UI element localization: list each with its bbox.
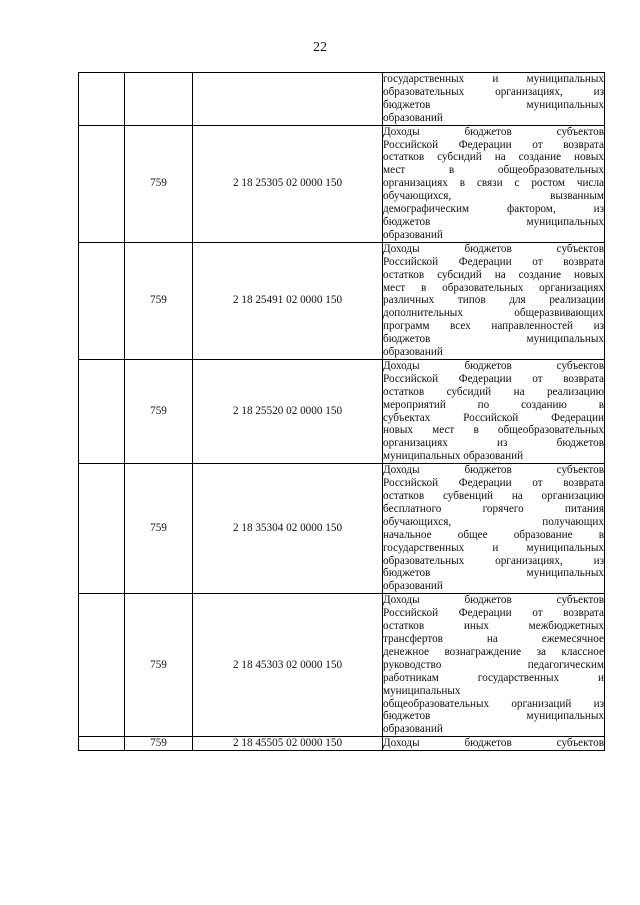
admin-code-cell	[125, 73, 193, 126]
description-line: Российской Федерации от возврата	[383, 477, 604, 490]
description-line: денежное вознаграждение за классное	[383, 645, 604, 658]
table-row	[79, 73, 605, 126]
description-cell	[383, 594, 605, 737]
table-body	[79, 73, 605, 751]
table-row	[79, 242, 605, 359]
description-line: бюджетов муниципальных	[383, 98, 604, 111]
description-cell	[383, 464, 605, 594]
description-line: образований	[383, 723, 443, 736]
table-row	[79, 359, 605, 463]
description-cell	[383, 73, 605, 126]
empty-cell	[79, 359, 125, 463]
description-line: Доходы бюджетов субъектов	[383, 125, 604, 138]
description-line: муниципальных образований	[383, 450, 524, 463]
description-line: демографическим фактором, из	[383, 203, 604, 216]
table-row	[79, 594, 605, 737]
description-line: государственных и муниципальных	[383, 541, 604, 554]
budget-classification-table	[78, 72, 605, 751]
admin-code-cell: 759	[125, 594, 193, 737]
description-line: обучающихся, получающих	[383, 515, 604, 528]
description-line: различных типов для реализации	[383, 294, 604, 307]
description-line: бюджетов муниципальных	[383, 215, 604, 228]
table-row	[79, 737, 605, 751]
description-line: мероприятий по созданию в	[383, 398, 604, 411]
description-cell	[383, 737, 605, 751]
description-line: остатков субсидий на создание новых	[383, 268, 604, 281]
empty-cell	[79, 737, 125, 751]
description-line: мест в образовательных организациях	[383, 281, 604, 294]
description-line: Российской Федерации от возврата	[383, 255, 604, 268]
table-row	[79, 125, 605, 242]
description-line: Доходы бюджетов субъектов	[383, 359, 604, 372]
empty-cell	[79, 594, 125, 737]
description-cell	[383, 125, 605, 242]
description-line: организациях из бюджетов	[383, 437, 604, 450]
empty-cell	[79, 125, 125, 242]
description-line: организациях в связи с ростом числа	[383, 177, 604, 190]
budget-code-cell: 2 18 25305 02 0000 150	[193, 125, 383, 242]
description-line: остатков субвенций на организацию	[383, 490, 604, 502]
description-line: бюджетов муниципальных	[383, 333, 604, 346]
description-line: Российской Федерации от возврата	[383, 372, 604, 385]
description-line: Доходы бюджетов субъектов	[383, 242, 604, 255]
admin-code-cell: 759	[125, 737, 193, 751]
budget-code-cell: 2 18 45505 02 0000 150	[193, 737, 383, 751]
budget-code-cell: 2 18 25520 02 0000 150	[193, 359, 383, 463]
description-line: общеобразовательных организаций из	[383, 697, 604, 710]
description-line: государственных и муниципальных	[383, 73, 604, 85]
description-cell	[383, 359, 605, 463]
description-line: образований	[383, 228, 443, 241]
description-line: обучающихся, вызванным	[383, 190, 604, 203]
description-line: остатков субсидий на создание новых	[383, 151, 604, 164]
description-line: Доходы бюджетов субъектов	[383, 464, 604, 477]
description-line: образовательных организациях, из	[383, 554, 604, 567]
description-line: трансфертов на ежемесячное	[383, 632, 604, 645]
description-line: программ всех направленностей из	[383, 320, 604, 333]
description-line: муниципальных	[383, 684, 461, 697]
description-line: бюджетов муниципальных	[383, 567, 604, 580]
description-line: Российской Федерации от возврата	[383, 607, 604, 620]
empty-cell	[79, 464, 125, 594]
description-line: остатков субсидий на реализацию	[383, 385, 604, 398]
description-line: начальное общее образование в	[383, 528, 604, 541]
budget-code-cell: 2 18 25491 02 0000 150	[193, 242, 383, 359]
description-line: дополнительных общеразвивающих	[383, 307, 604, 320]
description-line: мест в общеобразовательных	[383, 164, 604, 177]
budget-code-cell: 2 18 45303 02 0000 150	[193, 594, 383, 737]
description-line: работникам государственных и	[383, 671, 604, 684]
empty-cell	[79, 242, 125, 359]
description-line: остатков иных межбюджетных	[383, 620, 604, 633]
page-number: 22	[313, 40, 327, 55]
table-row	[79, 464, 605, 594]
admin-code-cell: 759	[125, 242, 193, 359]
budget-code-cell	[193, 73, 383, 126]
description-line: образовательных организациях, из	[383, 85, 604, 98]
budget-code-cell: 2 18 35304 02 0000 150	[193, 464, 383, 594]
description-cell	[383, 242, 605, 359]
description-line: образований	[383, 346, 443, 359]
admin-code-cell: 759	[125, 359, 193, 463]
admin-code-cell: 759	[125, 464, 193, 594]
admin-code-cell: 759	[125, 125, 193, 242]
empty-cell	[79, 73, 125, 126]
description-line: субъектах Российской Федерации	[383, 411, 604, 424]
description-line: бесплатного горячего питания	[383, 502, 604, 515]
description-line: Доходы бюджетов субъектов	[383, 594, 604, 607]
description-line: образований	[383, 580, 443, 593]
description-line: Российской Федерации от возврата	[383, 138, 604, 151]
description-line: Доходы бюджетов субъектов	[383, 737, 604, 750]
description-line: руководство педагогическим	[383, 658, 604, 671]
description-line: новых мест в общеобразовательных	[383, 424, 604, 437]
description-line: образований	[383, 111, 443, 124]
description-line: бюджетов муниципальных	[383, 710, 604, 723]
